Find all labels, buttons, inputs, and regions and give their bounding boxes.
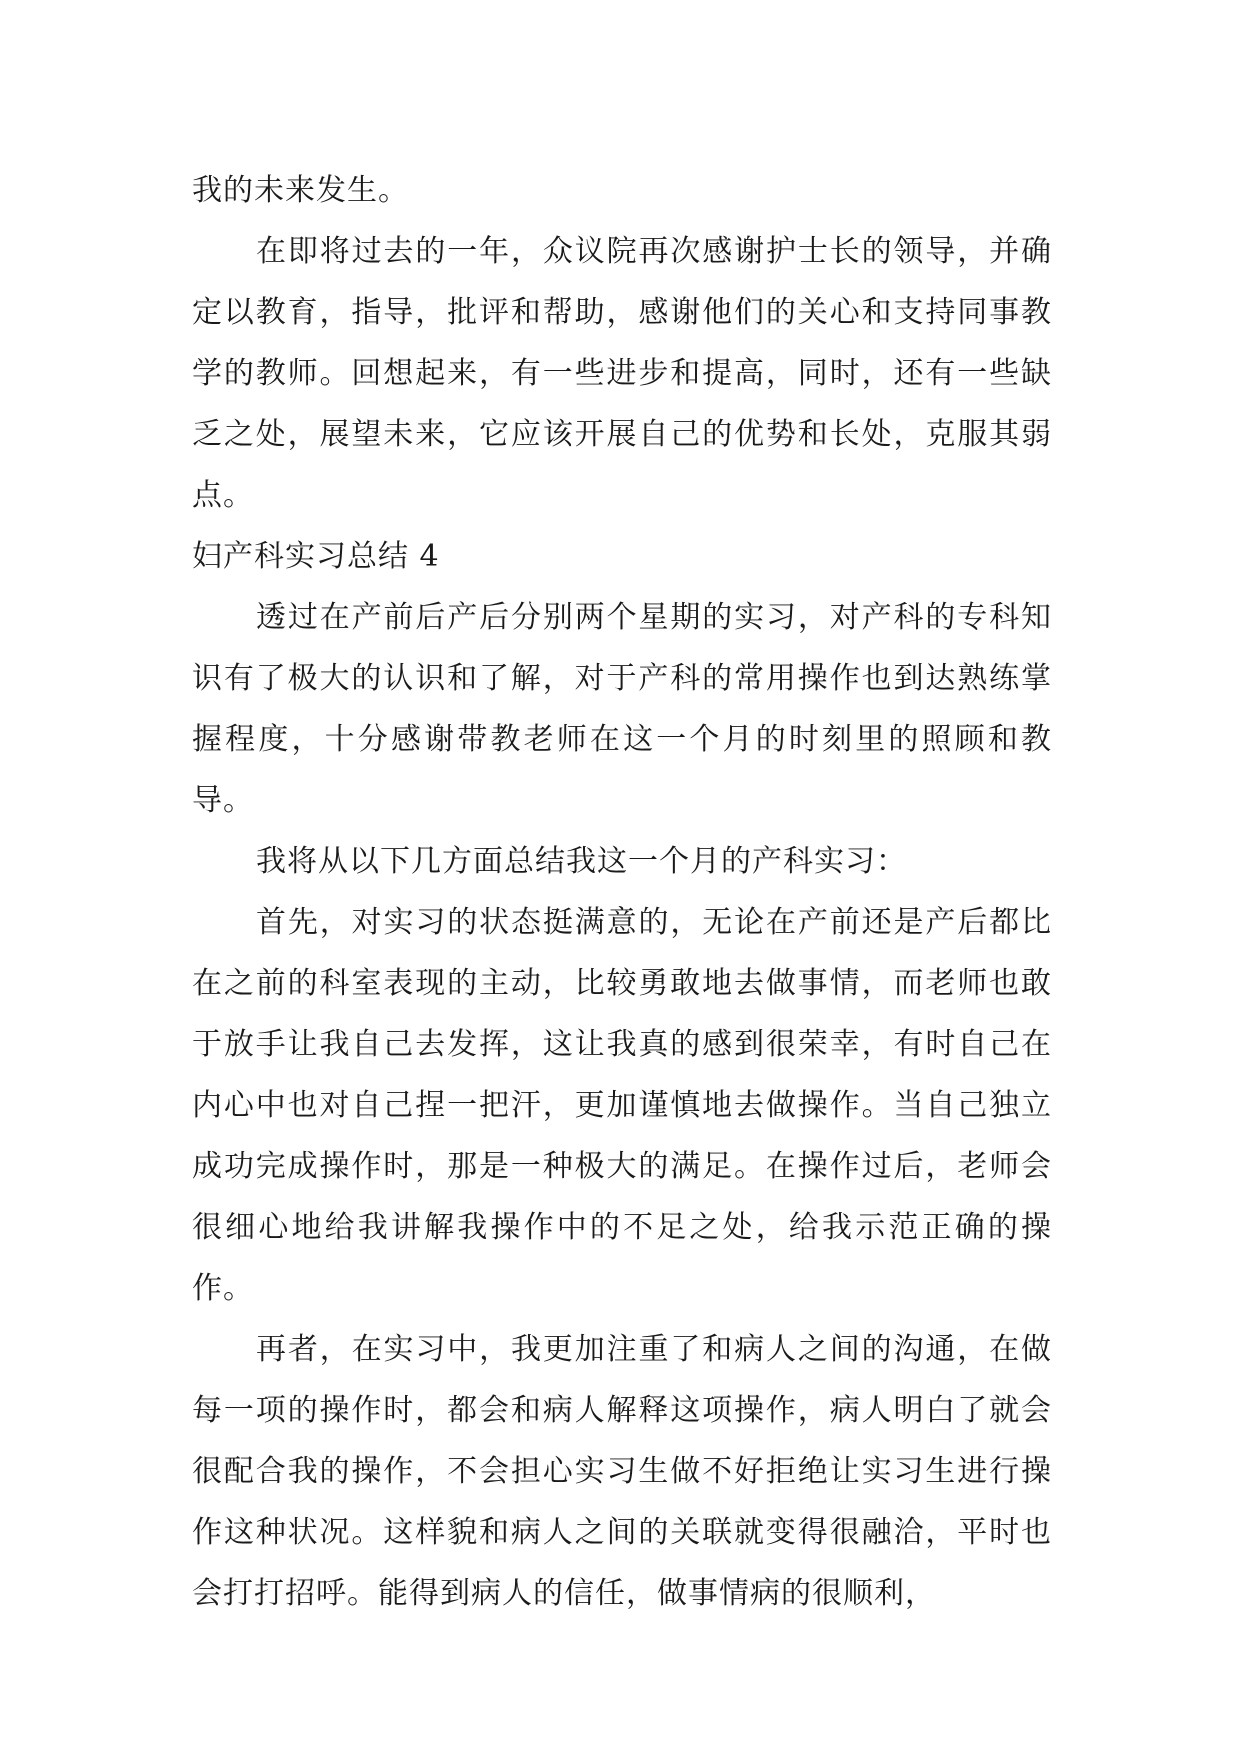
paragraph-first: 首先，对实习的状态挺满意的，无论在产前还是产后都比在之前的科室表现的主动，比较勇敢地去做事情，而老师也敢于放手让我自己去发挥，这让我真的感到很荣幸，有时自己在内心中也对自己捏一把汗，更加谨慎地去做操作。当自己独立成功完成操作时，那是一种极大的满足。在操作过后，老师会很细心地给我讲解我操作中的不足之处，给我示范正确的操作。 [192,905,1052,1306]
paragraph-thanks: 在即将过去的一年，众议院再次感谢护士长的领导，并确定以教育，指导，批评和帮助，感谢他们的关心和支持同事教学的教师。回想起来，有一些进步和提高，同时，还有一些缺乏之处，展望未来，它应该开展自己的优势和长处，克服其弱点。 [192,234,1052,513]
paragraph-outline: 我将从以下几方面总结我这一个月的产科实习： [256,844,907,879]
section-heading: 妇产科实习总结 4 [192,539,440,574]
document-body [192,160,1052,1624]
paragraph-second: 再者，在实习中，我更加注重了和病人之间的沟通，在做每一项的操作时，都会和病人解释这项操作，病人明白了就会很配合我的操作，不会担心实习生做不好拒绝让实习生进行操作这种状况。这样貌和病人之间的关联就变得很融洽，平时也会打打招呼。能得到病人的信任，做事情病的很顺利， [192,1332,1052,1611]
paragraph-intro: 透过在产前后产后分别两个星期的实习，对产科的专科知识有了极大的认识和了解，对于产科的常用操作也到达熟练掌握程度，十分感谢带教老师在这一个月的时刻里的照顾和教导。 [192,600,1052,818]
paragraph-continuation: 我的未来发生。 [192,173,409,208]
